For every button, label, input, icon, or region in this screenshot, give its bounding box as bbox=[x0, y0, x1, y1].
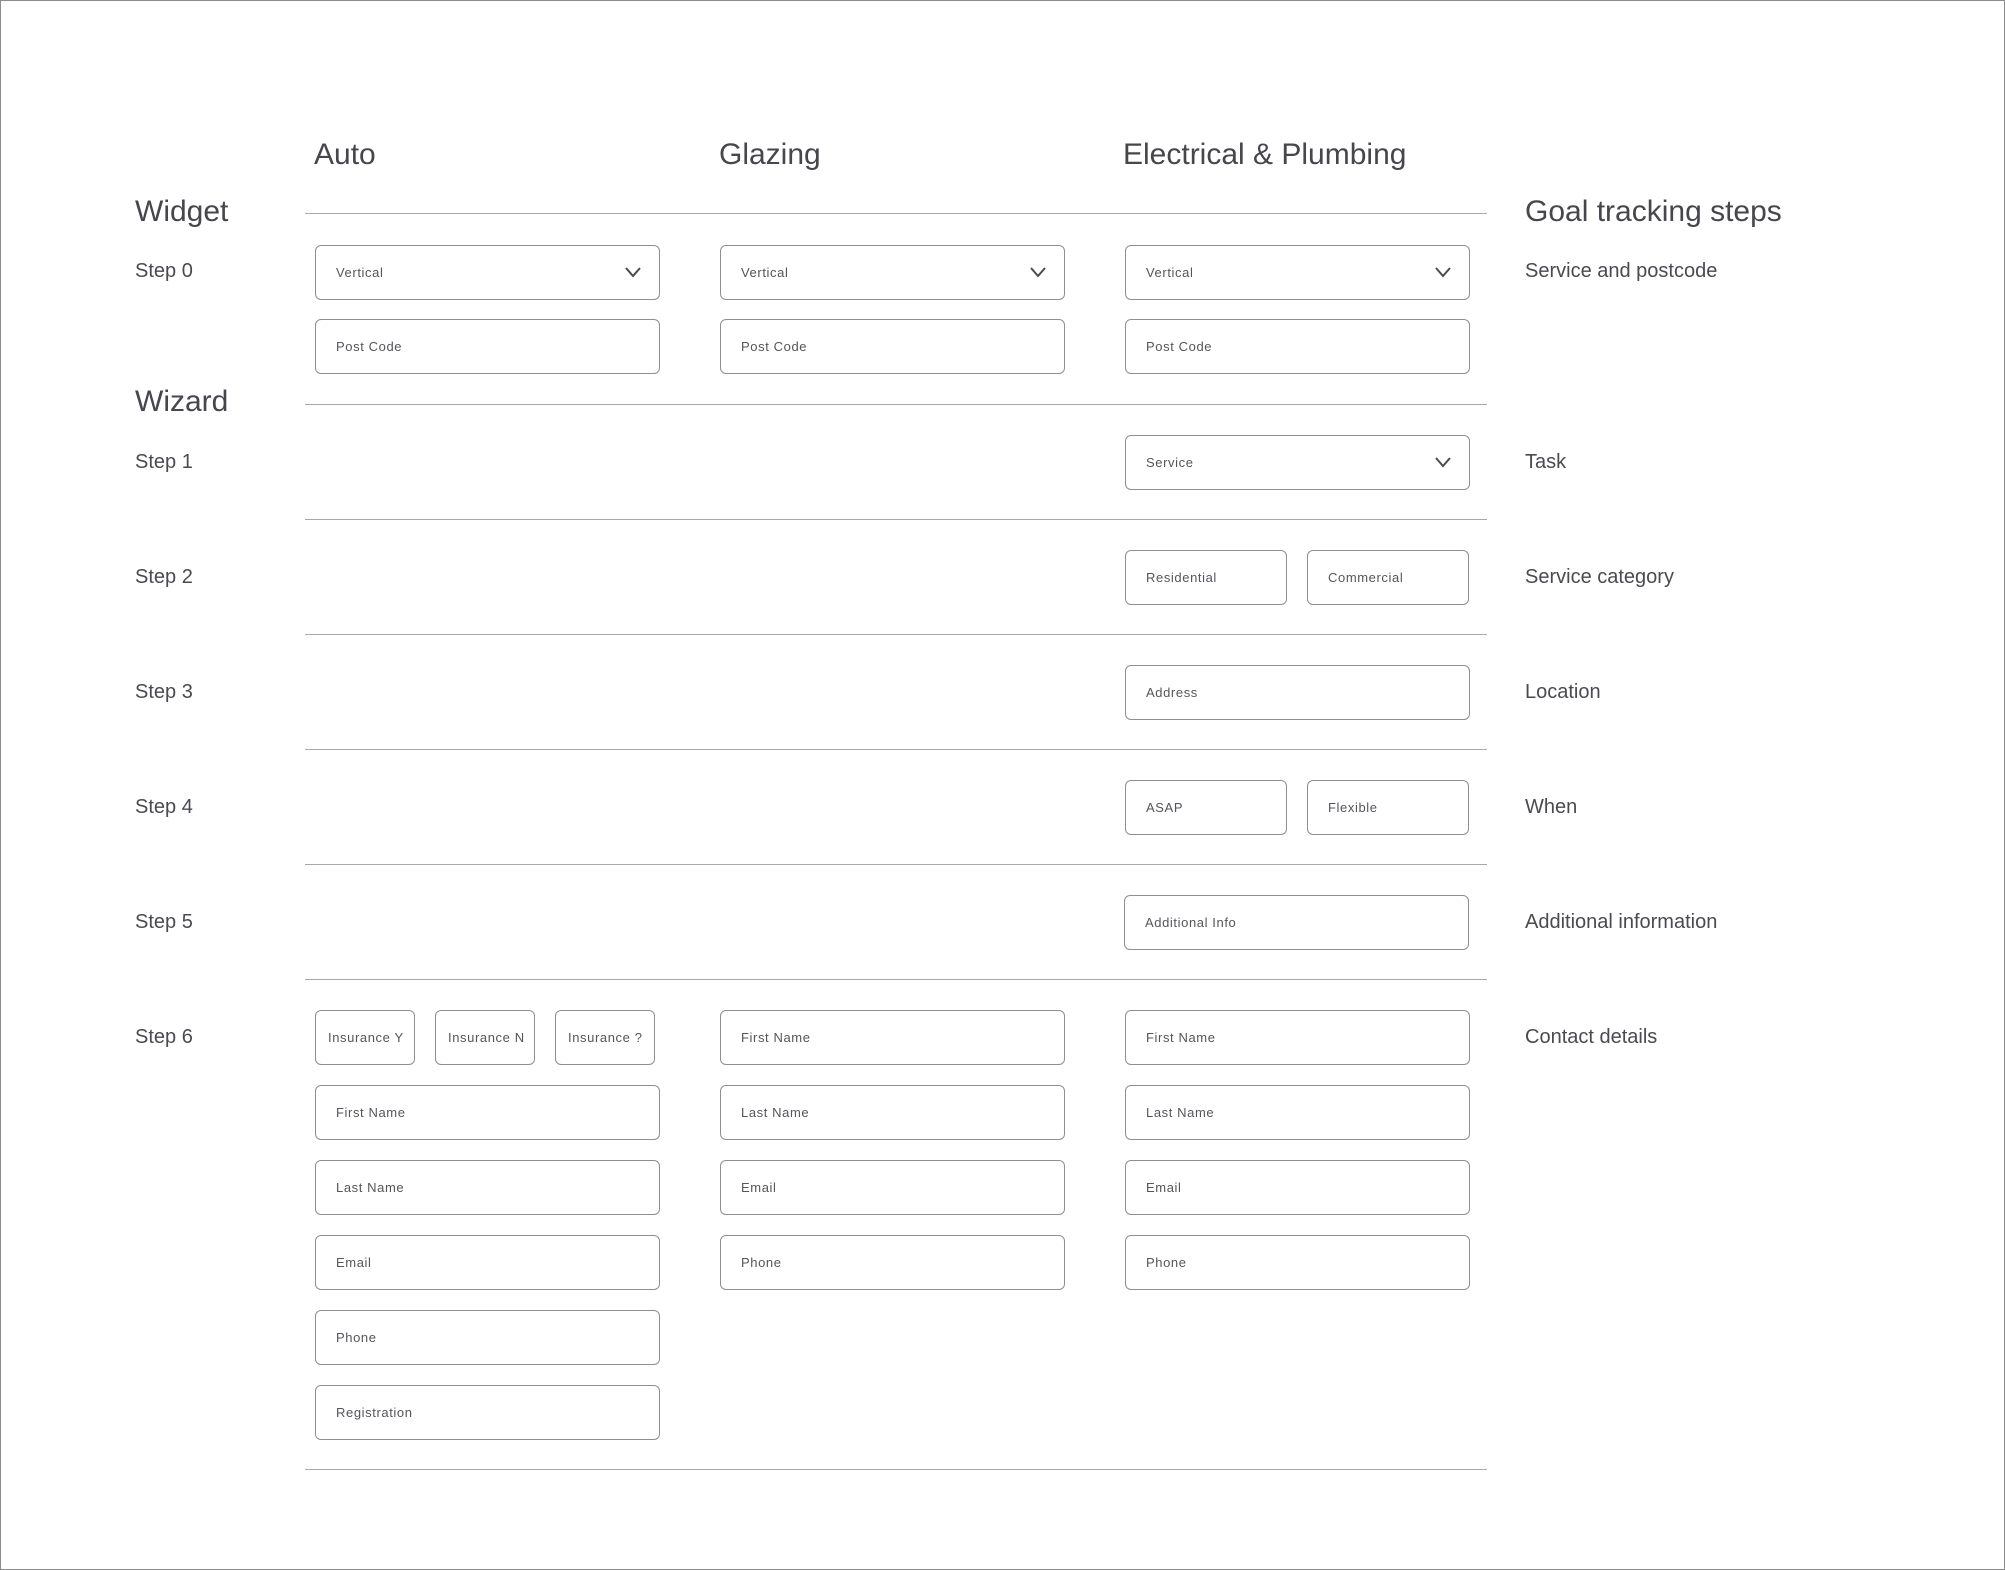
glazing-last-name-input[interactable]: Last Name bbox=[720, 1085, 1065, 1140]
commercial-option[interactable]: Commercial bbox=[1307, 550, 1469, 605]
step-label-2: Step 2 bbox=[135, 566, 193, 588]
insurance-unknown-option[interactable]: Insurance ? bbox=[555, 1010, 655, 1065]
step-label-5: Step 5 bbox=[135, 911, 193, 933]
additional-info-input[interactable]: Additional Info bbox=[1124, 895, 1469, 950]
field-label: Service bbox=[1146, 455, 1194, 470]
auto-vertical-select[interactable] bbox=[315, 245, 660, 300]
electrical-email-input[interactable]: Email bbox=[1125, 1160, 1470, 1215]
chevron-down-icon bbox=[1435, 456, 1451, 468]
glazing-vertical-select[interactable] bbox=[720, 245, 1065, 300]
electrical-vertical-select[interactable] bbox=[1125, 245, 1470, 300]
auto-last-name-input[interactable]: Last Name bbox=[315, 1160, 660, 1215]
auto-postcode-input[interactable]: Post Code bbox=[315, 319, 660, 374]
electrical-phone-input[interactable]: Phone bbox=[1125, 1235, 1470, 1290]
step-label-6: Step 6 bbox=[135, 1026, 193, 1048]
auto-phone-input[interactable]: Phone bbox=[315, 1310, 660, 1365]
step-label-3: Step 3 bbox=[135, 681, 193, 703]
electrical-postcode-input[interactable]: Post Code bbox=[1125, 319, 1470, 374]
insurance-no-option[interactable]: Insurance N bbox=[435, 1010, 535, 1065]
electrical-last-name-input[interactable]: Last Name bbox=[1125, 1085, 1470, 1140]
divider bbox=[305, 864, 1487, 865]
goal-label-task: Task bbox=[1525, 451, 1567, 473]
flexible-option[interactable]: Flexible bbox=[1307, 780, 1469, 835]
auto-registration-input[interactable]: Registration bbox=[315, 1385, 660, 1440]
column-title-auto: Auto bbox=[314, 138, 376, 171]
section-title-wizard: Wizard bbox=[135, 385, 229, 418]
divider bbox=[305, 519, 1487, 520]
asap-option[interactable]: ASAP bbox=[1125, 780, 1287, 835]
divider bbox=[305, 213, 1487, 214]
auto-first-name-input[interactable]: First Name bbox=[315, 1085, 660, 1140]
section-title-widget: Widget bbox=[135, 195, 229, 228]
address-input[interactable]: Address bbox=[1125, 665, 1470, 720]
goal-label-location: Location bbox=[1525, 681, 1601, 703]
goal-label-when: When bbox=[1525, 796, 1578, 818]
insurance-yes-option[interactable]: Insurance Y bbox=[315, 1010, 415, 1065]
step-label-1: Step 1 bbox=[135, 451, 193, 473]
goal-label-additional-information: Additional information bbox=[1525, 911, 1718, 933]
goal-label-service-postcode: Service and postcode bbox=[1525, 260, 1718, 282]
field-label: Vertical bbox=[1146, 265, 1194, 280]
glazing-postcode-input[interactable]: Post Code bbox=[720, 319, 1065, 374]
chevron-down-icon bbox=[1435, 266, 1451, 278]
divider bbox=[305, 979, 1487, 980]
section-title-goal-tracking: Goal tracking steps bbox=[1525, 195, 1782, 228]
divider bbox=[305, 749, 1487, 750]
column-title-glazing: Glazing bbox=[719, 138, 821, 171]
chevron-down-icon bbox=[625, 266, 641, 278]
field-label: Vertical bbox=[336, 265, 384, 280]
residential-option[interactable]: Residential bbox=[1125, 550, 1287, 605]
service-select[interactable] bbox=[1125, 435, 1470, 490]
step-label-4: Step 4 bbox=[135, 796, 193, 818]
field-label: Vertical bbox=[741, 265, 789, 280]
glazing-phone-input[interactable]: Phone bbox=[720, 1235, 1065, 1290]
divider bbox=[305, 634, 1487, 635]
column-title-electrical-plumbing: Electrical & Plumbing bbox=[1123, 138, 1407, 171]
divider bbox=[305, 404, 1487, 405]
auto-email-input[interactable]: Email bbox=[315, 1235, 660, 1290]
electrical-first-name-input[interactable]: First Name bbox=[1125, 1010, 1470, 1065]
chevron-down-icon bbox=[1030, 266, 1046, 278]
goal-label-contact-details: Contact details bbox=[1525, 1026, 1658, 1048]
divider bbox=[305, 1469, 1487, 1470]
glazing-first-name-input[interactable]: First Name bbox=[720, 1010, 1065, 1065]
step-label-0: Step 0 bbox=[135, 260, 193, 282]
goal-label-service-category: Service category bbox=[1525, 566, 1674, 588]
glazing-email-input[interactable]: Email bbox=[720, 1160, 1065, 1215]
